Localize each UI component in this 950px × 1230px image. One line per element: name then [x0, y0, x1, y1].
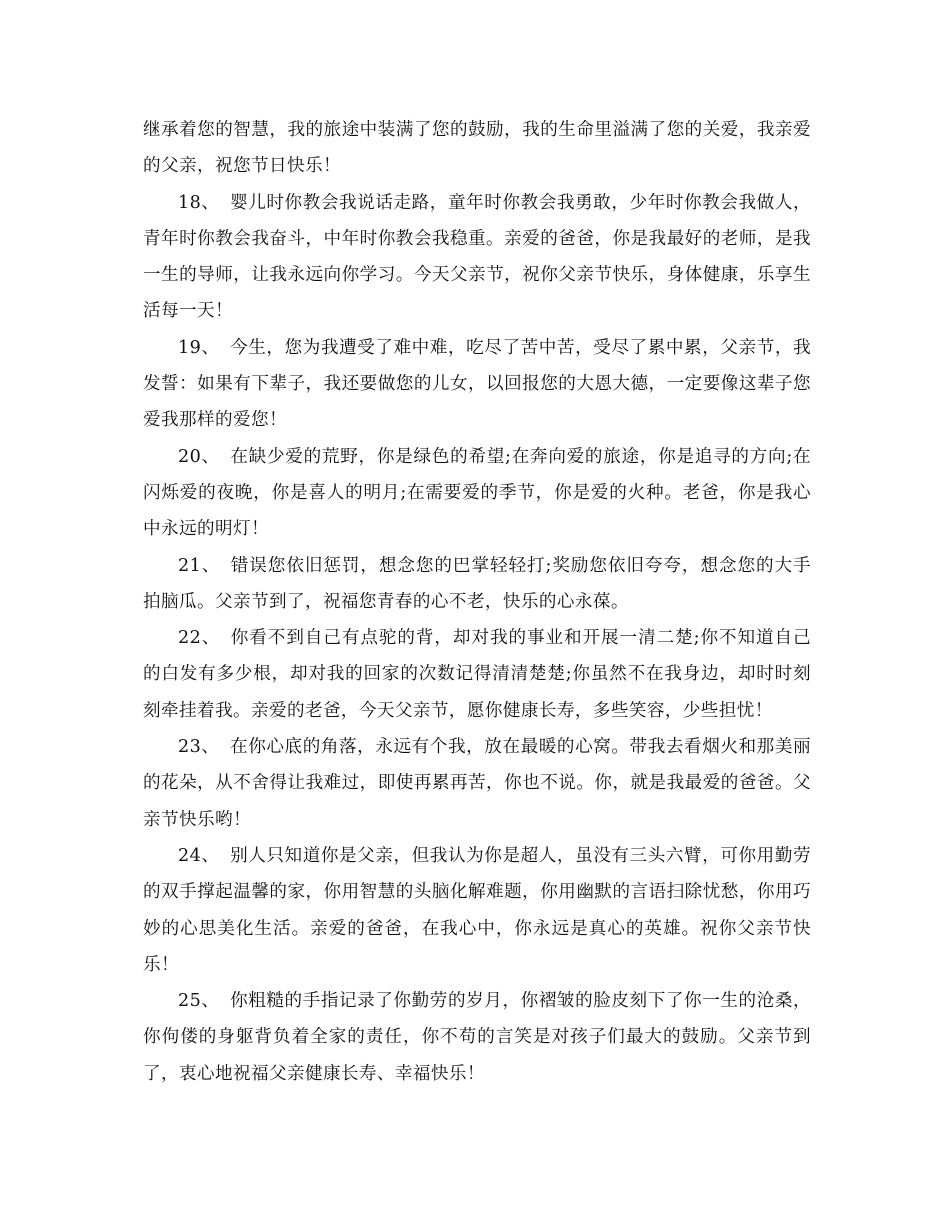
paragraph-number: 20、 — [178, 446, 220, 467]
paragraph-number: 19、 — [178, 337, 220, 358]
paragraph-number: 24、 — [178, 845, 220, 866]
paragraph-text: 婴儿时你教会我说话走路，童年时你教会我勇敢，少年时你教会我做人，青年时你教会我奋斗，中年时你教会我稳重。亲爱的爸爸，你是我最好的老师，是我一生的导师，让我永远向你学习。今天父亲节，祝你父亲节快乐，身体健康，乐享生活每一天！ — [143, 192, 811, 322]
paragraph-21 — [143, 548, 811, 621]
paragraph-text: 你粗糙的手指记录了你勤劳的岁月，你褶皱的脸皮刻下了你一生的沧桑，你佝偻的身躯背负着全家的责任，你不苟的言笑是对孩子们最大的鼓励。父亲节到了，衷心地祝福父亲健康长寿、幸福快乐！ — [143, 991, 811, 1084]
paragraph-text: 今生，您为我遭受了难中难，吃尽了苦中苦，受尽了累中累，父亲节，我发誓：如果有下辈子，我还要做您的儿女，以回报您的大恩大德，一定要像这辈子您爱我那样的爱您！ — [143, 337, 811, 431]
paragraph-text: 别人只知道你是父亲，但我认为你是超人，虽没有三头六臂，可你用勤劳的双手撑起温馨的家，你用智慧的头脑化解难题，你用幽默的言语扫除忧愁，你用巧妙的心思美化生活。亲爱的爸爸，在我心中，你永远是真心的英雄。祝你父亲节快乐！ — [143, 845, 811, 975]
paragraph-number: 21、 — [178, 555, 221, 576]
paragraph-number: 23、 — [178, 737, 220, 758]
paragraph-text: 在缺少爱的荒野，你是绿色的希望;在奔向爱的旅途，你是追寻的方向;在闪烁爱的夜晚，你是喜人的明月;在需要爱的季节，你是爱的火种。老爸，你是我心中永远的明灯！ — [143, 446, 812, 540]
paragraph-18 — [143, 185, 811, 330]
paragraph-20 — [143, 439, 811, 548]
document-body — [143, 112, 811, 1092]
paragraph-number: 18、 — [178, 192, 220, 213]
paragraph-23 — [143, 729, 811, 838]
paragraph-text: 继承着您的智慧，我的旅途中装满了您的鼓励，我的生命里溢满了您的关爱，我亲爱的父亲，祝您节日快乐！ — [143, 120, 811, 177]
paragraph-number: 22、 — [178, 628, 221, 649]
paragraph-25 — [143, 983, 811, 1092]
paragraph-text: 错误您依旧惩罚，想念您的巴掌轻轻打;奖励您依旧夸夸，想念您的大手拍脑瓜。父亲节到了，祝福您青春的心不老，快乐的心永葆。 — [143, 555, 812, 612]
paragraph-text: 在你心底的角落，永远有个我，放在最暖的心窝。带我去看烟火和那美丽的花朵，从不舍得让我难过，即使再累再苦，你也不说。你，就是我最爱的爸爸。父亲节快乐哟！ — [143, 737, 811, 830]
paragraph-22 — [143, 620, 811, 729]
paragraph-24 — [143, 838, 811, 983]
paragraph-continuation — [143, 112, 811, 185]
paragraph-text: 你看不到自己有点驼的背，却对我的事业和开展一清二楚;你不知道自己的白发有多少根，却对我的回家的次数记得清清楚楚;你虽然不在我身边，却时时刻刻牵挂着我。亲爱的老爸，今天父亲节，愿你健康长寿，多些笑容，少些担忧！ — [143, 628, 812, 721]
paragraph-number: 25、 — [178, 991, 220, 1012]
paragraph-19 — [143, 330, 811, 439]
